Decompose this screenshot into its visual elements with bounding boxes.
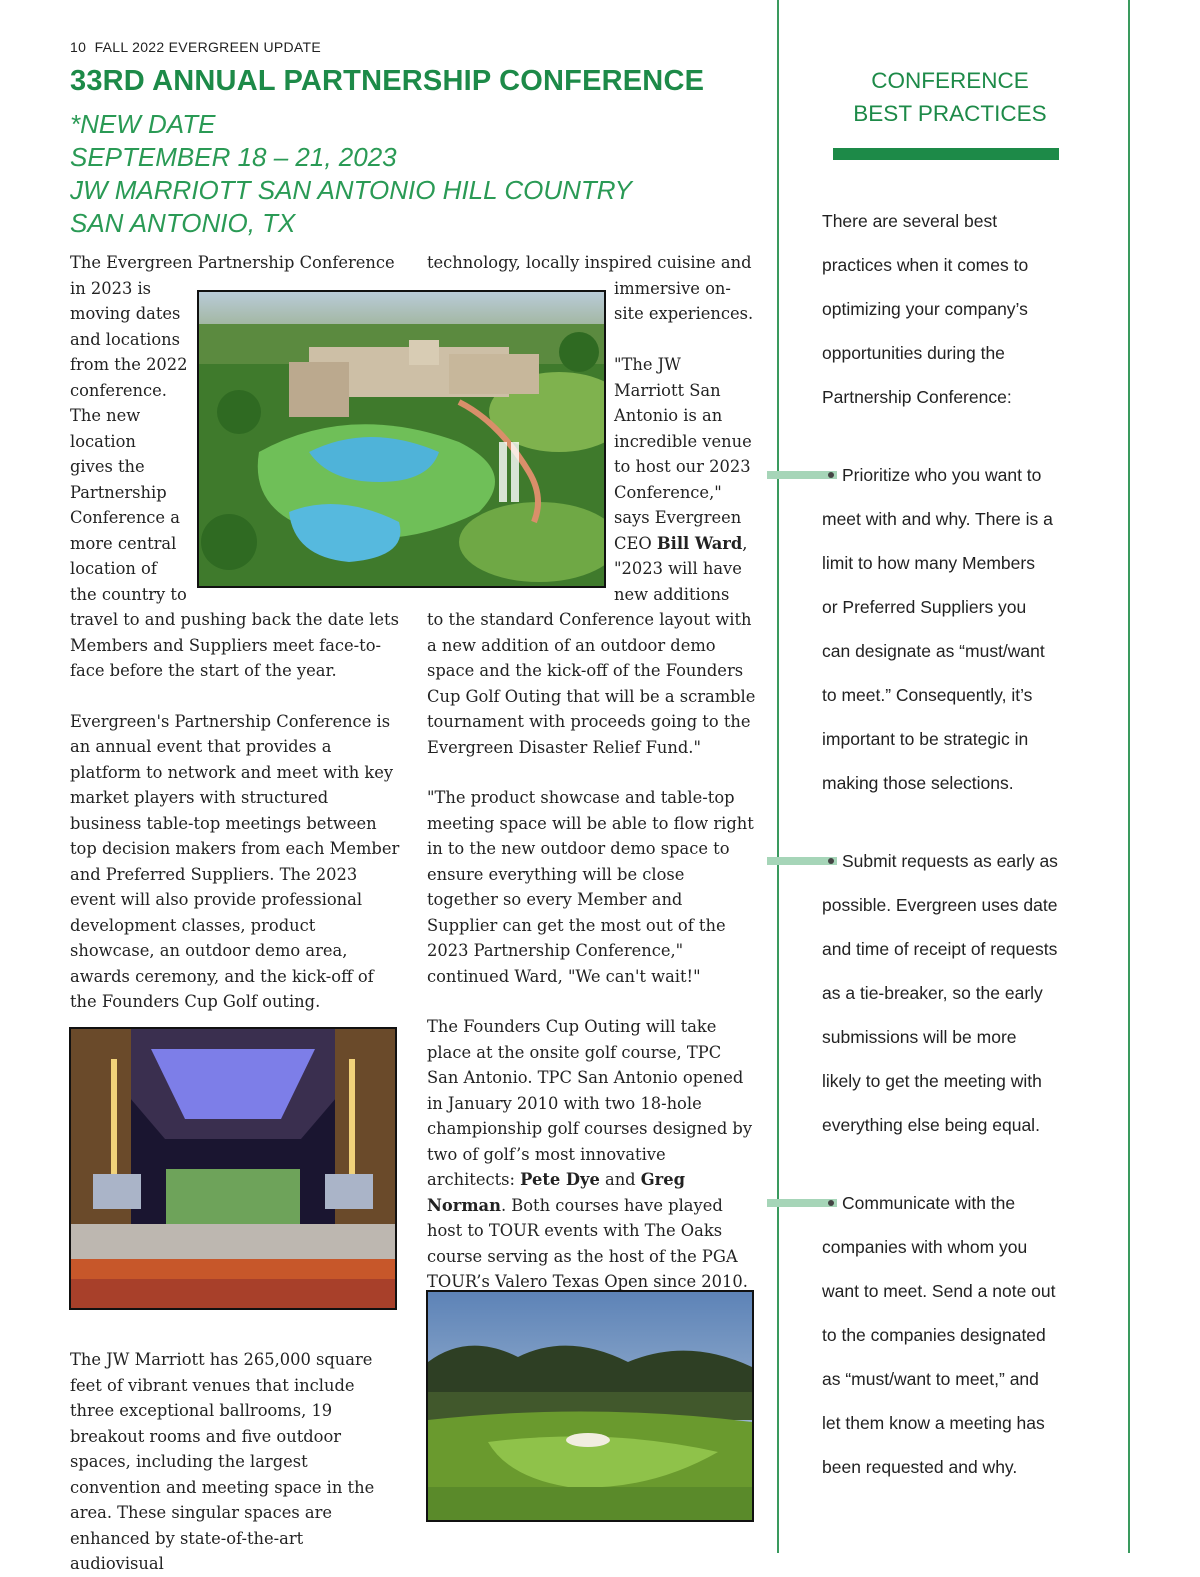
sidebar-divider-right bbox=[1128, 0, 1130, 1553]
col2-quote-tail: to the standard Conference layout with a new addition of an outdoor demo space and the kick-off of the Founders Cup Golf Outing that will be a scramble tournament with proceeds going to the Evergreen Disaster Relief Fund." bbox=[427, 610, 756, 757]
text-line: The Evergreen Partnership Conference bbox=[70, 253, 395, 272]
architect-greg-norman: Greg Norman bbox=[427, 1170, 686, 1215]
text-line: the country to bbox=[70, 584, 187, 604]
subtitle-new-date: *NEW DATE bbox=[70, 109, 216, 139]
text-line: Partnership bbox=[70, 482, 167, 502]
subtitle-dates: SEPTEMBER 18 – 21, 2023 bbox=[70, 142, 397, 172]
text-line: to the companies designated bbox=[822, 1325, 1046, 1345]
text-line: more central bbox=[70, 533, 177, 553]
text-line: to host our 2023 bbox=[614, 457, 751, 476]
text-line: submissions will be more bbox=[822, 1027, 1017, 1047]
text-line: "The JW bbox=[614, 355, 681, 374]
col2-top-line: technology, locally inspired cuisine and bbox=[427, 253, 752, 272]
text-line: want to meet. Send a note out bbox=[822, 1281, 1056, 1301]
text-line bbox=[822, 839, 1112, 883]
text-line: everything else being equal. bbox=[822, 1115, 1040, 1135]
text-span: Communicate with the bbox=[842, 1193, 1016, 1213]
text-line: and locations bbox=[70, 329, 181, 349]
ceo-line bbox=[614, 531, 757, 557]
text-span: Prioritize who you want to bbox=[842, 465, 1042, 485]
bullet-dot-icon bbox=[828, 472, 834, 478]
page-folio bbox=[70, 39, 321, 55]
sidebar-title-line: CONFERENCE bbox=[871, 68, 1029, 93]
text-line: limit to how many Members bbox=[822, 553, 1035, 573]
text-line: opportunities during the bbox=[822, 343, 1005, 363]
text-line: Conference a bbox=[70, 508, 180, 527]
text-span: and bbox=[599, 1170, 641, 1189]
text-line: location bbox=[70, 431, 136, 451]
text-line: can designate as “must/want bbox=[822, 641, 1045, 661]
text-line: possible. Evergreen uses date bbox=[822, 895, 1058, 915]
text-line: as a tie-breaker, so the early bbox=[822, 983, 1043, 1003]
text-line: practices when it comes to bbox=[822, 255, 1029, 275]
issue-name: FALL 2022 EVERGREEN UPDATE bbox=[94, 39, 322, 55]
ceo-name: Bill Ward bbox=[656, 533, 743, 553]
sidebar-bullet-3 bbox=[822, 1181, 1112, 1489]
text-line: Antonio is an bbox=[614, 406, 723, 425]
col1-para2: Evergreen's Partnership Conference is an annual event that provides a platform to network and meet with key market players with structured business table-top meetings between top decision makers from each Member and Preferred Suppliers. The 2023 event will also provide professional development classes, product showcase, an outdoor demo area, awards ceremony, and the kick-off of the Founders Cup Golf outing. bbox=[70, 711, 400, 1011]
col2-para3 bbox=[427, 1014, 757, 1295]
resort-aerial-photo bbox=[197, 290, 606, 588]
text-span: CEO bbox=[614, 533, 657, 553]
text-line: immersive on- bbox=[614, 278, 731, 298]
text-line: and time of receipt of requests bbox=[822, 939, 1058, 959]
text-line: optimizing your company’s bbox=[822, 299, 1028, 319]
sidebar-title-bar bbox=[833, 148, 1059, 160]
text-line: to meet.” Consequently, it’s bbox=[822, 685, 1033, 705]
col1-intro-tail: travel to and pushing back the date lets Members and Suppliers meet face-to-face before the start of the year. bbox=[70, 610, 399, 680]
text-line: conference. bbox=[70, 380, 167, 400]
bullet-dot-icon bbox=[828, 1200, 834, 1206]
text-line: new additions bbox=[614, 584, 730, 604]
col2-para2: "The product showcase and table-top meeting space will be able to flow right in to the new outdoor demo space to ensure everything will be close together so every Member and Supplier can get the most out of the 2023 Partnership Conference," continued Ward, "We can't wait!" bbox=[427, 788, 754, 986]
text-line: The new bbox=[70, 406, 141, 425]
text-line: as “must/want to meet,” and bbox=[822, 1369, 1039, 1389]
subtitle-city: SAN ANTONIO, TX bbox=[70, 208, 296, 238]
text-line: location of bbox=[70, 559, 157, 578]
subtitle-venue: JW MARRIOTT SAN ANTONIO HILL COUNTRY bbox=[70, 175, 632, 205]
text-line bbox=[822, 1181, 1112, 1225]
text-line: Partnership Conference: bbox=[822, 387, 1012, 407]
text-line bbox=[614, 327, 757, 353]
text-line: gives the bbox=[70, 457, 145, 476]
text-line: meet with and why. There is a bbox=[822, 509, 1053, 529]
architect-pete-dye: Pete Dye bbox=[520, 1170, 600, 1189]
text-line: site experiences. bbox=[614, 304, 754, 323]
text-line: says Evergreen bbox=[614, 508, 742, 527]
text-line: "2023 will have bbox=[614, 559, 742, 578]
text-line: from the 2022 bbox=[70, 355, 188, 374]
golf-course-photo bbox=[426, 1290, 754, 1522]
sidebar-divider-left bbox=[777, 0, 779, 1553]
ballroom-photo bbox=[69, 1027, 397, 1310]
text-span: , bbox=[742, 533, 748, 553]
col1-para3: The JW Marriott has 265,000 square feet of vibrant venues that include three exceptional ballrooms, 19 breakout rooms and five outdoor spaces, including the largest convention and meeting space in the area. These singular spaces are enhanced by state-of-the-art audiovisual bbox=[70, 1350, 375, 1573]
sidebar-bullet-1 bbox=[822, 453, 1112, 805]
text-span: . Both courses have played host to TOUR events with The Oaks course serving as the host of the PGA TOUR’s Valero Texas Open since 2010. bbox=[427, 1195, 748, 1291]
text-line: let them know a meeting has bbox=[822, 1413, 1045, 1433]
article-title: 33RD ANNUAL PARTNERSHIP CONFERENCE bbox=[70, 65, 705, 97]
sidebar-title bbox=[790, 64, 1110, 130]
text-line: incredible venue bbox=[614, 431, 752, 451]
text-line: making those selections. bbox=[822, 773, 1014, 793]
bullet-dot-icon bbox=[828, 858, 834, 864]
page-number: 10 bbox=[70, 39, 87, 55]
text-span: Submit requests as early as bbox=[842, 851, 1058, 871]
text-line: in 2023 is bbox=[70, 278, 152, 298]
text-line: Conference," bbox=[614, 482, 722, 502]
text-line: moving dates bbox=[70, 304, 181, 323]
text-line: There are several best bbox=[822, 211, 998, 231]
text-line bbox=[822, 453, 1112, 497]
text-line: Marriott San bbox=[614, 380, 721, 400]
sidebar-intro bbox=[822, 199, 1112, 419]
sidebar-title-line: BEST PRACTICES bbox=[853, 101, 1047, 126]
text-line: or Preferred Suppliers you bbox=[822, 597, 1027, 617]
text-line: likely to get the meeting with bbox=[822, 1071, 1042, 1091]
sidebar-bullet-2 bbox=[822, 839, 1112, 1147]
text-span: The Founders Cup Outing will take place at the onsite golf course, TPC San Antonio. TPC San Antonio opened in January 2010 with two 18-hole championship golf courses designed by two of golf’s most innovative architects: bbox=[427, 1017, 753, 1189]
text-line: been requested and why. bbox=[822, 1457, 1018, 1477]
text-line: companies with whom you bbox=[822, 1237, 1028, 1257]
text-line: important to be strategic in bbox=[822, 729, 1029, 749]
